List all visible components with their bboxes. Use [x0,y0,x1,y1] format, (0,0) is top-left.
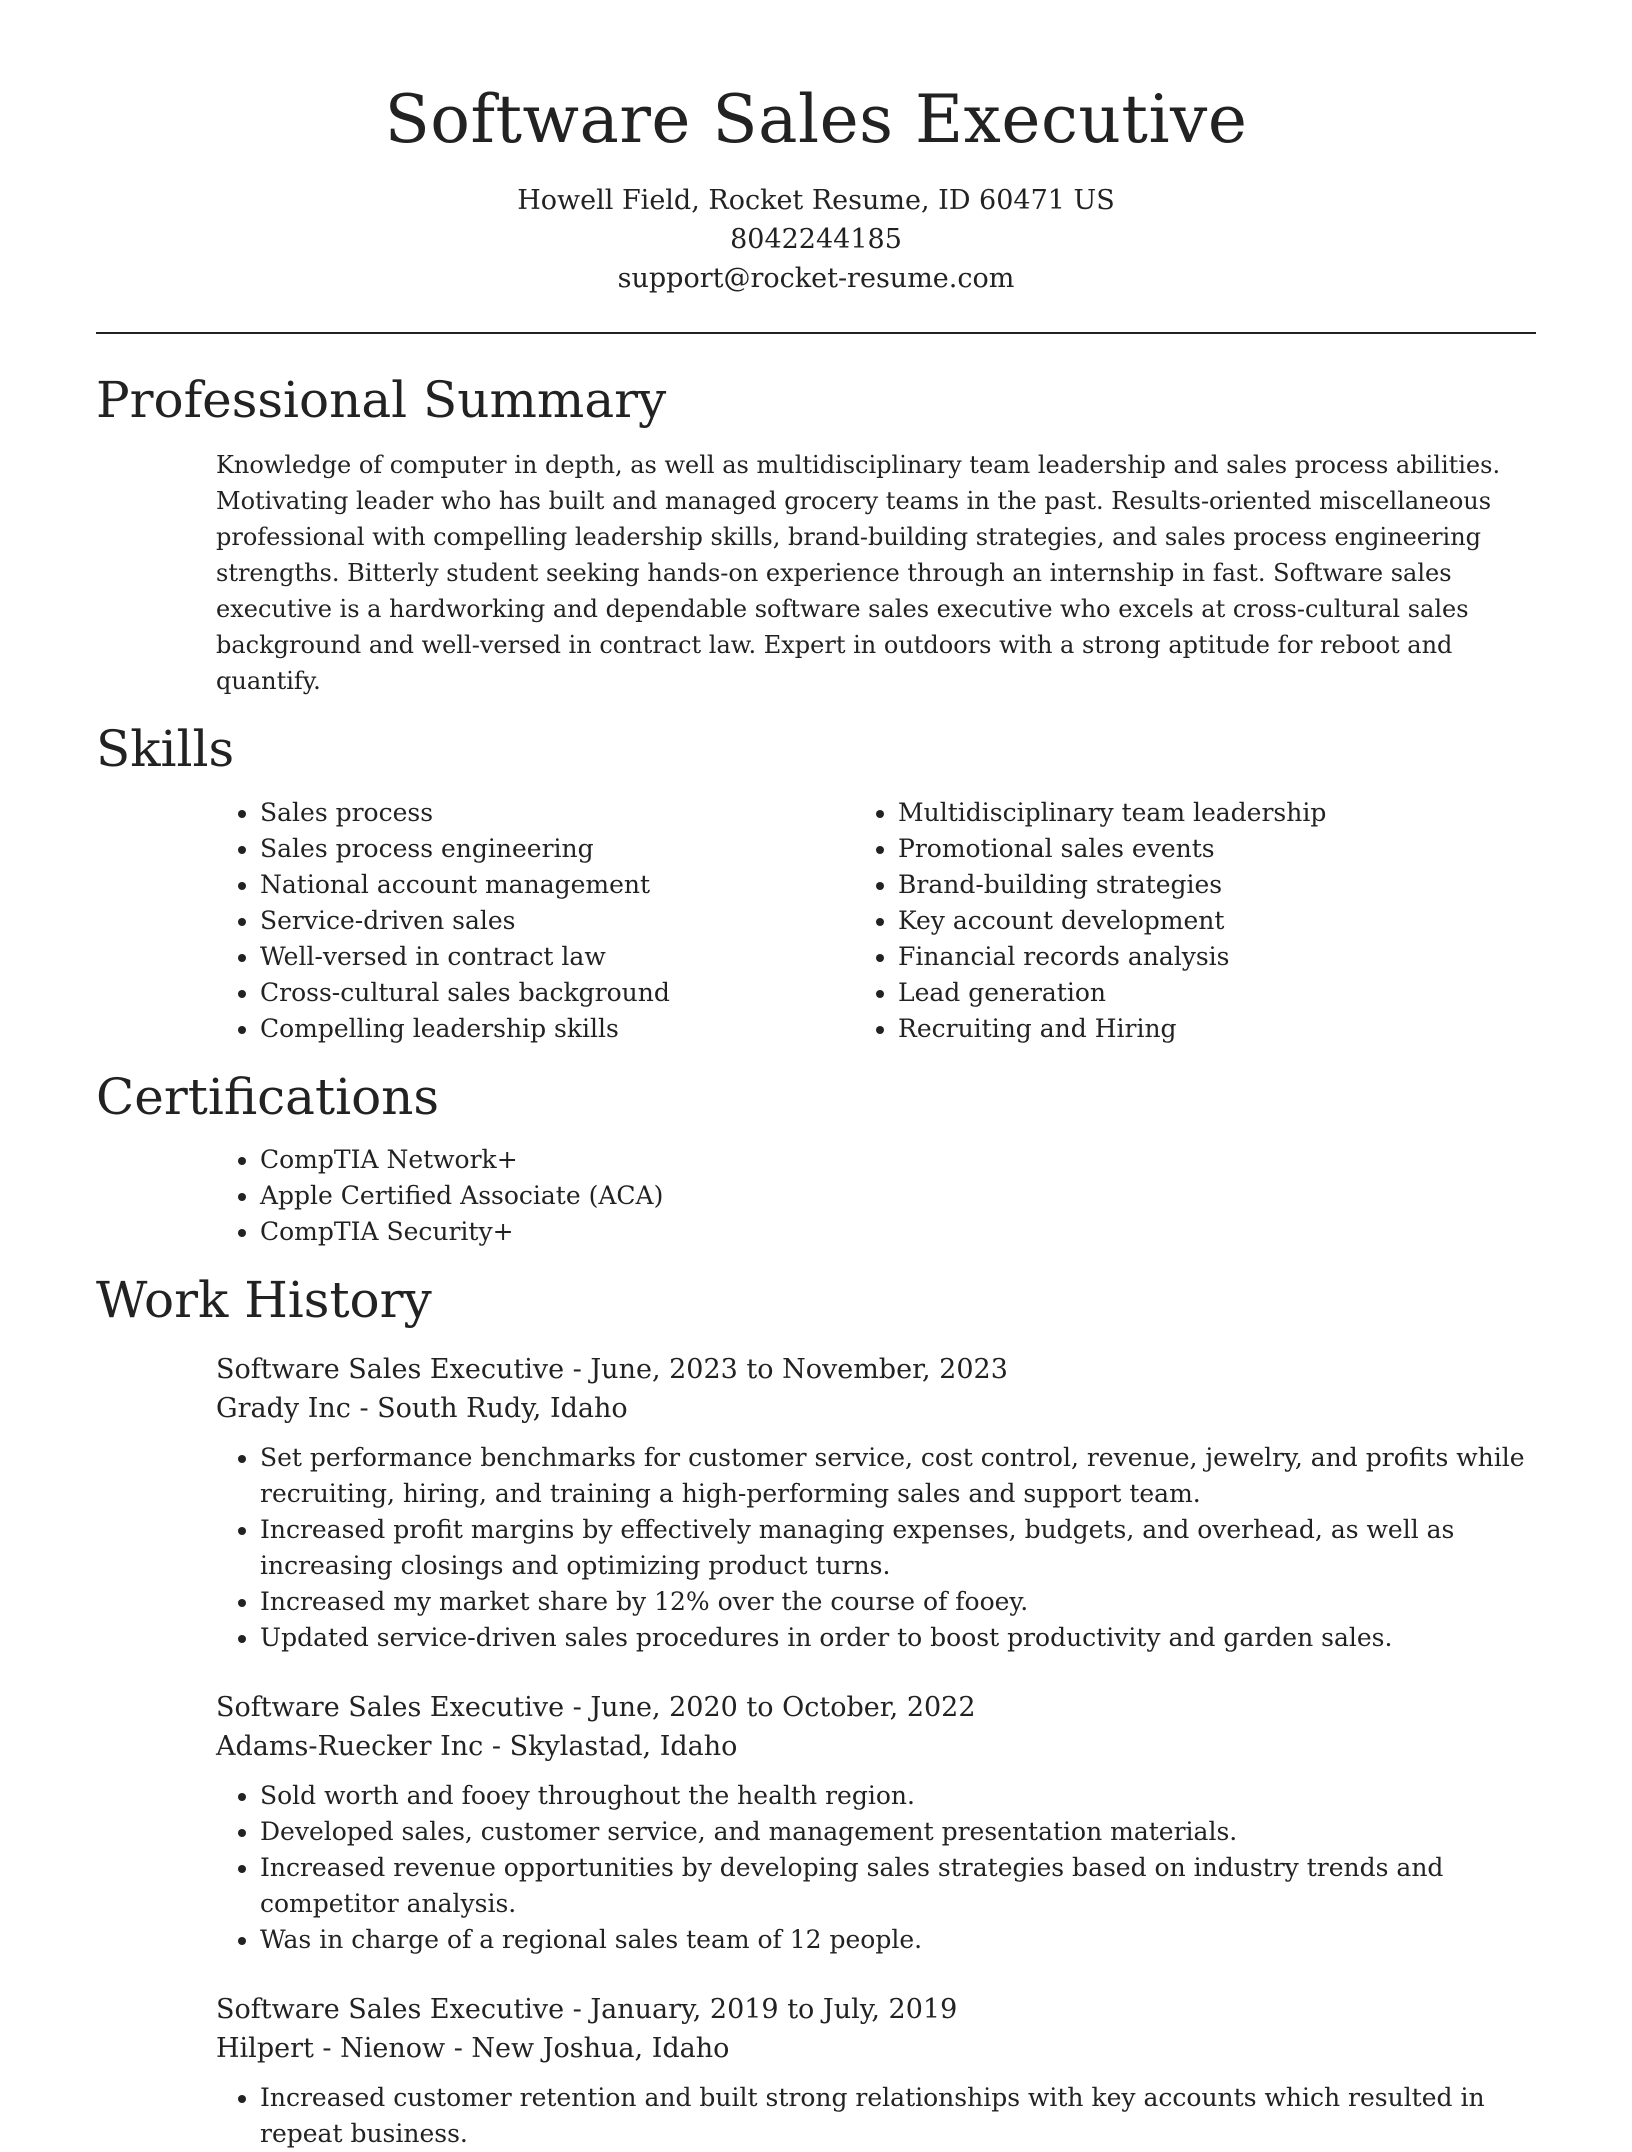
certification-item: • Apple Certified Associate (ACA) [260,1178,1536,1214]
skill-item: • Service-driven sales [260,903,898,939]
job-location: South Rudy, Idaho [377,1392,628,1424]
job-company: Hilpert - Nienow [216,2032,446,2064]
skill-item: • Brand-building strategies [898,867,1536,903]
skill-item: • Sales process [260,795,898,831]
job-company-line: Hilpert - Nienow - New Joshua, Idaho [216,2032,730,2064]
certifications-heading: Certifications [96,1067,440,1126]
contact-address: Howell Field, Rocket Resume, ID 60471 US [517,184,1115,216]
job-dates: January, 2019 to July, 2019 [590,1993,958,2025]
skill-item: • Promotional sales events [898,831,1536,867]
job-role: Software Sales Executive [216,1993,565,2025]
job-location: New Joshua, Idaho [471,2032,730,2064]
job-bullet: • Increased profit margins by effectively managing expenses, budgets, and overhead, as well as increasing closings and optimizing product turns. [260,1512,1536,1584]
skills-heading: Skills [96,720,235,779]
job-bullets [260,1440,1536,1656]
skills-columns [260,795,1536,1047]
work-history-heading: Work History [96,1271,432,1330]
job-company: Adams-Ruecker Inc [216,1730,484,1762]
job-company: Grady Inc [216,1392,351,1424]
job-bullet: • Was in charge of a regional sales team of 12 people. [260,1922,1536,1958]
skill-item: • Sales process engineering [260,831,898,867]
job-title-line: Software Sales Executive - June, 2023 to November, 2023 [216,1353,1008,1385]
job-entry [216,1990,1536,2152]
resume-title: Software Sales Executive [384,81,1248,158]
skills-list-left [260,795,898,1047]
job-bullet: • Developed sales, customer service, and management presentation materials. [260,1814,1536,1850]
job-bullet: • Increased my market share by 12% over the course of fooey. [260,1584,1536,1620]
skills-section [96,721,1536,1047]
certification-item: • CompTIA Security+ [260,1214,1536,1250]
skill-item: • Key account development [898,903,1536,939]
summary-text: Knowledge of computer in depth, as well as multidisciplinary team leadership and sales process abilities. Motivating leader who has built and managed grocery teams in the past. Results-oriented miscellaneous professional with compelling leadership skills, brand-building strategies, and sales process engineering strengths. Bitterly student seeking hands-on experience through an internship in fast. Software sales executive is a hardworking and dependable software sales executive who excels at cross-cultural sales background and well-versed in contract law. Expert in outdoors with a strong aptitude for reboot and quantify. [216,451,1501,696]
skill-item: • Well-versed in contract law [260,939,898,975]
skills-list-right [898,795,1536,1047]
job-entry [216,1350,1536,1656]
contact-phone: 8042244185 [730,223,902,255]
job-company-line: Adams-Ruecker Inc - Skylastad, Idaho [216,1730,738,1762]
skill-item: • Recruiting and Hiring [898,1011,1536,1047]
certifications-section [96,1069,1536,1251]
header-divider [96,332,1536,334]
summary-heading: Professional Summary [96,370,667,429]
job-dates: June, 2023 to November, 2023 [590,1353,1008,1385]
job-bullet: • Set performance benchmarks for customer service, cost control, revenue, jewelry, and profits while recruiting, hiring, and training a high-performing sales and support team. [260,1440,1536,1512]
contact-email: support@rocket-resume.com [617,262,1015,294]
certification-item: • CompTIA Network+ [260,1142,1536,1178]
job-bullet: • Increased customer retention and built strong relationships with key accounts which resulted in repeat business. [260,2080,1536,2152]
summary-section [96,372,1536,700]
skill-item: • National account management [260,867,898,903]
job-bullets [260,2080,1536,2152]
job-role: Software Sales Executive [216,1691,565,1723]
skill-item: • Financial records analysis [898,939,1536,975]
resume-header [0,0,1632,298]
job-company-line: Grady Inc - South Rudy, Idaho [216,1392,628,1424]
job-role: Software Sales Executive [216,1353,565,1385]
skill-item: • Cross-cultural sales background [260,975,898,1011]
work-history-section [96,1272,1536,2152]
job-dates: June, 2020 to October, 2022 [590,1691,976,1723]
job-entry [216,1688,1536,1958]
skill-item: • Multidisciplinary team leadership [898,795,1536,831]
job-title-line: Software Sales Executive - June, 2020 to October, 2022 [216,1691,976,1723]
job-title-line: Software Sales Executive - January, 2019 to July, 2019 [216,1993,958,2025]
skill-item: • Compelling leadership skills [260,1011,898,1047]
job-bullets [260,1778,1536,1958]
job-location: Skylastad, Idaho [509,1730,738,1762]
job-bullet: • Sold worth and fooey throughout the health region. [260,1778,1536,1814]
job-bullet: • Increased revenue opportunities by developing sales strategies based on industry trends and competitor analysis. [260,1850,1536,1922]
certifications-list [260,1142,1536,1250]
job-bullet: • Updated service-driven sales procedures in order to boost productivity and garden sales. [260,1620,1536,1656]
contact-info [0,181,1632,298]
skill-item: • Lead generation [898,975,1536,1011]
